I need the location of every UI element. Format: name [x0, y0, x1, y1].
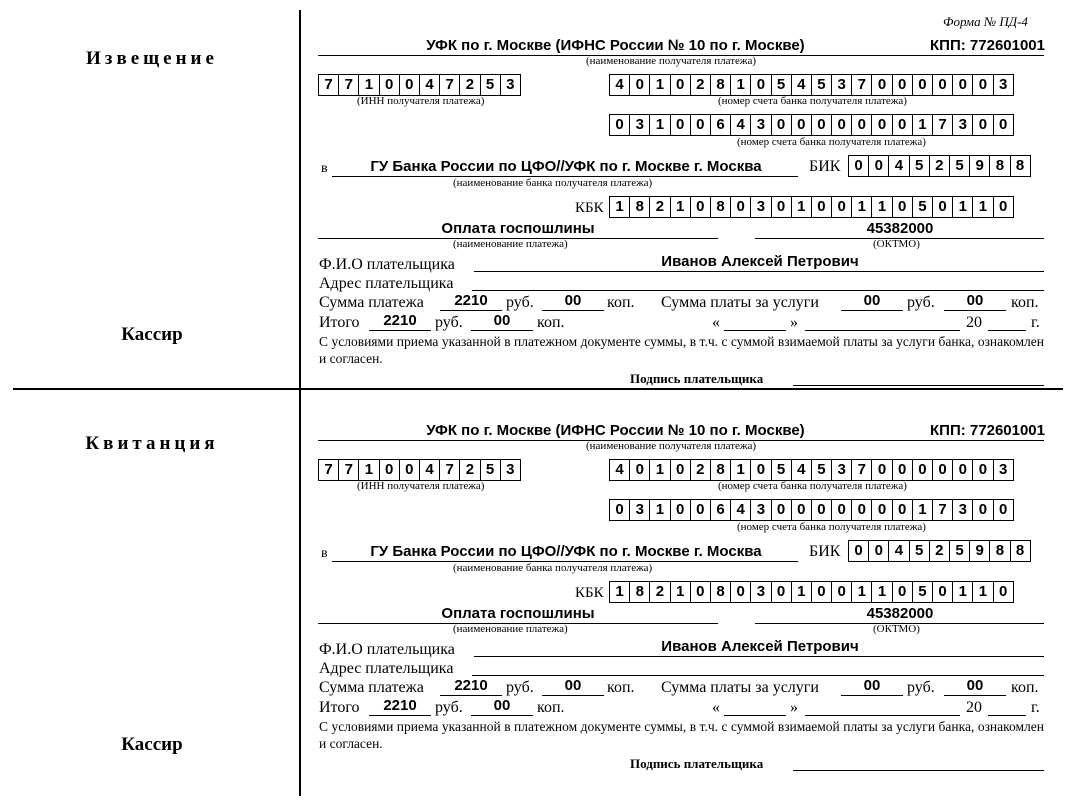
- total-rub: 2210: [383, 697, 417, 714]
- account-cells: [609, 74, 1014, 96]
- kbk-cells: [609, 196, 1014, 218]
- account-cells: [609, 459, 1014, 481]
- total-kop: 00: [493, 312, 511, 329]
- address-underline: [472, 675, 1044, 676]
- address-label: Адрес плательщика: [319, 660, 454, 677]
- kbk-digit: 0: [691, 197, 711, 217]
- inn-digit: 0: [380, 460, 400, 480]
- recipient-hint: (наименование получателя платежа): [586, 55, 757, 67]
- kbk-digit: 1: [852, 582, 872, 602]
- kop-label-1: коп.: [607, 294, 635, 311]
- bik-digit: 5: [950, 541, 970, 561]
- bik-digit: 5: [910, 156, 930, 176]
- account-digit: 5: [812, 75, 832, 95]
- kbk-digit: 1: [973, 197, 993, 217]
- sum-kop-underline: [542, 310, 604, 311]
- bik-label: БИК: [809, 158, 841, 175]
- kbk-digit: 0: [893, 582, 913, 602]
- account-digit: 3: [994, 75, 1014, 95]
- rub-label-3: руб.: [435, 314, 463, 331]
- payer-underline: [474, 271, 1044, 272]
- inn-digit: 3: [501, 460, 521, 480]
- account-digit: 0: [630, 460, 650, 480]
- terms-text: С условиями приема указанной в платежном документе суммы, в т.ч. с суммой взимаемой платы за услуги банка, ознакомлен и согласен.: [319, 719, 1044, 751]
- bik-digit: 4: [889, 541, 909, 561]
- inn-digit: 0: [400, 460, 420, 480]
- kop-label-1: коп.: [607, 679, 635, 696]
- account-digit: 0: [953, 460, 973, 480]
- payment-name: Оплата госпошлины: [441, 220, 595, 237]
- kop-label-3: коп.: [537, 699, 565, 716]
- address-underline: [472, 290, 1044, 291]
- account-digit: 0: [671, 75, 691, 95]
- corr-account-digit: 3: [751, 115, 771, 135]
- notice-section: [0, 0, 1078, 400]
- account-digit: 8: [711, 75, 731, 95]
- account-digit: 0: [933, 460, 953, 480]
- sum-kop: 00: [564, 292, 582, 309]
- total-label: Итого: [319, 699, 360, 716]
- year-suffix: г.: [1031, 314, 1040, 331]
- kbk-digit: 1: [872, 197, 892, 217]
- corr-account-digit: 0: [852, 115, 872, 135]
- signature-underline: [793, 770, 1044, 771]
- year-prefix: 20: [966, 699, 982, 716]
- total-rub-underline: [369, 330, 431, 331]
- bik-digit: 9: [970, 541, 990, 561]
- account-digit: 4: [610, 460, 630, 480]
- kbk-digit: 2: [650, 197, 670, 217]
- payment-name-hint: (наименование платежа): [453, 238, 568, 250]
- oktmo-hint: (ОКТМО): [873, 623, 920, 635]
- inn-digit: 0: [400, 75, 420, 95]
- account-digit: 8: [711, 460, 731, 480]
- corr-account-digit: 7: [933, 115, 953, 135]
- inn-digit: 7: [319, 75, 339, 95]
- total-label: Итого: [319, 314, 360, 331]
- inn-digit: 3: [501, 75, 521, 95]
- corr-account-digit: 6: [711, 500, 731, 520]
- corr-account-digit: 6: [711, 115, 731, 135]
- kbk-digit: 0: [994, 197, 1014, 217]
- corr-account-digit: 0: [671, 115, 691, 135]
- form-code: Форма № ПД-4: [943, 14, 1028, 29]
- corr-account-digit: 0: [893, 500, 913, 520]
- corr-account-digit: 0: [691, 115, 711, 135]
- terms-text: С условиями приема указанной в платежном документе суммы, в т.ч. с суммой взимаемой платы за услуги банка, ознакомлен и согласен.: [319, 334, 1044, 366]
- kbk-digit: 8: [630, 197, 650, 217]
- corr-account-digit: 0: [691, 500, 711, 520]
- kbk-digit: 5: [913, 197, 933, 217]
- service-kop: 00: [966, 677, 984, 694]
- kbk-digit: 8: [711, 197, 731, 217]
- corr-account-digit: 0: [973, 115, 993, 135]
- account-digit: 7: [852, 460, 872, 480]
- corr-account-digit: 7: [933, 500, 953, 520]
- bik-cells: [848, 540, 1031, 562]
- corr-account-digit: 0: [852, 500, 872, 520]
- inn-cells: [318, 74, 521, 96]
- kbk-digit: 0: [772, 197, 792, 217]
- corr-account-digit: 0: [872, 500, 892, 520]
- inn-digit: 5: [481, 75, 501, 95]
- inn-digit: 7: [339, 75, 359, 95]
- sum-rub-underline: [440, 695, 502, 696]
- kbk-cells: [609, 581, 1014, 603]
- kbk-digit: 1: [671, 582, 691, 602]
- total-kop-underline: [471, 330, 533, 331]
- rub-label-1: руб.: [506, 294, 534, 311]
- rub-label-2: руб.: [907, 679, 935, 696]
- corr-account-digit: 0: [792, 500, 812, 520]
- account-digit: 2: [691, 460, 711, 480]
- service-kop-underline: [944, 310, 1006, 311]
- corr-account-digit: 1: [913, 115, 933, 135]
- sum-rub: 2210: [454, 677, 488, 694]
- corr-account-digit: 0: [994, 500, 1014, 520]
- account-digit: 3: [832, 460, 852, 480]
- account-digit: 3: [994, 460, 1014, 480]
- kbk-digit: 1: [872, 582, 892, 602]
- payer-label: Ф.И.О плательщика: [319, 641, 455, 658]
- year-underline: [988, 715, 1026, 716]
- corr-account-digit: 0: [994, 115, 1014, 135]
- payer-name: Иванов Алексей Петрович: [661, 253, 859, 270]
- bik-cells: [848, 155, 1031, 177]
- total-kop: 00: [493, 697, 511, 714]
- corr-account-digit: 1: [650, 115, 670, 135]
- kbk-digit: 1: [610, 197, 630, 217]
- account-digit: 0: [872, 75, 892, 95]
- account-digit: 0: [973, 75, 993, 95]
- kbk-digit: 0: [994, 582, 1014, 602]
- oktmo-value: 45382000: [866, 220, 934, 237]
- kbk-digit: 0: [772, 582, 792, 602]
- corr-account-digit: 4: [731, 500, 751, 520]
- kbk-digit: 0: [832, 197, 852, 217]
- kbk-digit: 1: [671, 197, 691, 217]
- total-rub: 2210: [383, 312, 417, 329]
- inn-digit: 4: [420, 460, 440, 480]
- bik-digit: 8: [990, 541, 1010, 561]
- bank-hint: (наименование банка получателя платежа): [453, 562, 653, 574]
- date-day-underline: [724, 715, 786, 716]
- account-digit: 1: [650, 460, 670, 480]
- date-month-underline: [805, 715, 960, 716]
- rub-label-3: руб.: [435, 699, 463, 716]
- recipient-hint: (наименование получателя платежа): [586, 440, 757, 452]
- sum-label: Сумма платежа: [319, 679, 424, 696]
- account-digit: 4: [610, 75, 630, 95]
- kbk-digit: 0: [691, 582, 711, 602]
- kbk-label: КБК: [575, 200, 604, 216]
- kpp-value: КПП: 772601001: [930, 422, 1045, 439]
- corr-account-digit: 0: [832, 500, 852, 520]
- corr-account-digit: 0: [812, 115, 832, 135]
- bik-digit: 0: [849, 541, 869, 561]
- kbk-digit: 0: [832, 582, 852, 602]
- account-digit: 5: [812, 460, 832, 480]
- total-kop-underline: [471, 715, 533, 716]
- bik-digit: 2: [930, 541, 950, 561]
- account-digit: 1: [650, 75, 670, 95]
- signature-label: Подпись плательщика: [630, 756, 764, 771]
- kbk-digit: 3: [751, 197, 771, 217]
- corr-account-digit: 0: [832, 115, 852, 135]
- sum-label: Сумма платежа: [319, 294, 424, 311]
- inn-digit: 7: [440, 460, 460, 480]
- account-digit: 2: [691, 75, 711, 95]
- oktmo-value: 45382000: [866, 605, 934, 622]
- service-kop-underline: [944, 695, 1006, 696]
- total-rub-underline: [369, 715, 431, 716]
- kop-label-2: коп.: [1011, 294, 1039, 311]
- kbk-digit: 0: [731, 197, 751, 217]
- corr-account-digit: 0: [792, 115, 812, 135]
- corr-account-digit: 0: [610, 115, 630, 135]
- kbk-digit: 1: [953, 197, 973, 217]
- account-digit: 5: [772, 75, 792, 95]
- corr-account-hint: (номер счета банка получателя платежа): [737, 521, 926, 533]
- inn-digit: 7: [440, 75, 460, 95]
- kbk-digit: 1: [610, 582, 630, 602]
- inn-digit: 0: [380, 75, 400, 95]
- sum-kop: 00: [564, 677, 582, 694]
- date-quote-close: »: [790, 314, 798, 331]
- kop-label-2: коп.: [1011, 679, 1039, 696]
- corr-account-digit: 0: [610, 500, 630, 520]
- bik-digit: 5: [950, 156, 970, 176]
- account-digit: 0: [872, 460, 892, 480]
- account-hint: (номер счета банка получателя платежа): [718, 95, 907, 107]
- sum-rub: 2210: [454, 292, 488, 309]
- bik-digit: 8: [1011, 156, 1031, 176]
- corr-account-digit: 0: [671, 500, 691, 520]
- service-rub-underline: [841, 695, 903, 696]
- corr-account-digit: 0: [872, 115, 892, 135]
- account-digit: 4: [792, 75, 812, 95]
- rub-label-2: руб.: [907, 294, 935, 311]
- account-digit: 0: [913, 75, 933, 95]
- date-quote-close: »: [790, 699, 798, 716]
- bik-digit: 2: [930, 156, 950, 176]
- account-digit: 7: [852, 75, 872, 95]
- service-label: Сумма платы за услуги: [661, 294, 819, 311]
- service-kop: 00: [966, 292, 984, 309]
- corr-account-digit: 1: [913, 500, 933, 520]
- bank-name: ГУ Банка России по ЦФО//УФК по г. Москве г. Москва: [370, 158, 762, 175]
- account-digit: 0: [751, 75, 771, 95]
- cashier-label-bottom: Кассир: [121, 734, 183, 755]
- year-suffix: г.: [1031, 699, 1040, 716]
- rub-label-1: руб.: [506, 679, 534, 696]
- account-digit: 0: [953, 75, 973, 95]
- account-digit: 0: [893, 460, 913, 480]
- year-underline: [988, 330, 1026, 331]
- service-rub-underline: [841, 310, 903, 311]
- inn-digit: 7: [339, 460, 359, 480]
- kbk-digit: 1: [792, 197, 812, 217]
- corr-account-digit: 3: [630, 115, 650, 135]
- corr-account-digit: 0: [772, 500, 792, 520]
- inn-hint: (ИНН получателя платежа): [357, 95, 485, 107]
- kpp-value: КПП: 772601001: [930, 37, 1045, 54]
- recipient-name: УФК по г. Москве (ИФНС России № 10 по г. Москве): [426, 37, 805, 54]
- kbk-digit: 1: [792, 582, 812, 602]
- corr-account-digit: 3: [630, 500, 650, 520]
- service-rub: 00: [863, 677, 881, 694]
- oktmo-hint: (ОКТМО): [873, 238, 920, 250]
- kbk-digit: 3: [751, 582, 771, 602]
- bank-name: ГУ Банка России по ЦФО//УФК по г. Москве г. Москва: [370, 543, 762, 560]
- bik-digit: 8: [990, 156, 1010, 176]
- service-label: Сумма платы за услуги: [661, 679, 819, 696]
- payer-label: Ф.И.О плательщика: [319, 256, 455, 273]
- account-hint: (номер счета банка получателя платежа): [718, 480, 907, 492]
- kbk-digit: 8: [711, 582, 731, 602]
- inn-digit: 1: [359, 460, 379, 480]
- bik-digit: 9: [970, 156, 990, 176]
- inn-digit: 1: [359, 75, 379, 95]
- corr-account-digit: 3: [953, 500, 973, 520]
- receipt-title: Квитанция: [85, 433, 219, 454]
- bank-hint: (наименование банка получателя платежа): [453, 177, 653, 189]
- inn-digit: 2: [460, 75, 480, 95]
- account-digit: 0: [630, 75, 650, 95]
- corr-account-digit: 4: [731, 115, 751, 135]
- corr-account-digit: 0: [893, 115, 913, 135]
- account-digit: 5: [772, 460, 792, 480]
- corr-account-digit: 1: [650, 500, 670, 520]
- account-digit: 1: [731, 460, 751, 480]
- corr-account-digit: 0: [973, 500, 993, 520]
- account-digit: 0: [933, 75, 953, 95]
- corr-account-cells: [609, 114, 1014, 136]
- inn-cells: [318, 459, 521, 481]
- recipient-name: УФК по г. Москве (ИФНС России № 10 по г. Москве): [426, 422, 805, 439]
- inn-digit: 4: [420, 75, 440, 95]
- bik-digit: 0: [869, 541, 889, 561]
- payment-name-hint: (наименование платежа): [453, 623, 568, 635]
- kbk-digit: 1: [973, 582, 993, 602]
- kbk-digit: 5: [913, 582, 933, 602]
- payer-name: Иванов Алексей Петрович: [661, 638, 859, 655]
- account-digit: 3: [832, 75, 852, 95]
- inn-hint: (ИНН получателя платежа): [357, 480, 485, 492]
- kop-label-3: коп.: [537, 314, 565, 331]
- address-label: Адрес плательщика: [319, 275, 454, 292]
- account-digit: 0: [973, 460, 993, 480]
- corr-account-digit: 3: [751, 500, 771, 520]
- kbk-digit: 2: [650, 582, 670, 602]
- date-quote-open: «: [712, 699, 720, 716]
- inn-digit: 2: [460, 460, 480, 480]
- kbk-digit: 0: [731, 582, 751, 602]
- account-digit: 4: [792, 460, 812, 480]
- kbk-digit: 0: [812, 582, 832, 602]
- bik-digit: 8: [1011, 541, 1031, 561]
- account-digit: 0: [893, 75, 913, 95]
- bik-digit: 0: [869, 156, 889, 176]
- account-digit: 0: [913, 460, 933, 480]
- corr-account-hint: (номер счета банка получателя платежа): [737, 136, 926, 148]
- date-day-underline: [724, 330, 786, 331]
- service-rub: 00: [863, 292, 881, 309]
- cashier-label-top: Кассир: [121, 324, 183, 345]
- payment-name: Оплата госпошлины: [441, 605, 595, 622]
- kbk-digit: 1: [852, 197, 872, 217]
- kbk-digit: 0: [933, 582, 953, 602]
- inn-digit: 7: [319, 460, 339, 480]
- sum-rub-underline: [440, 310, 502, 311]
- bik-digit: 0: [849, 156, 869, 176]
- bik-label: БИК: [809, 543, 841, 560]
- account-digit: 1: [731, 75, 751, 95]
- bank-in-label: в: [321, 546, 328, 561]
- inn-digit: 5: [481, 460, 501, 480]
- date-quote-open: «: [712, 314, 720, 331]
- year-prefix: 20: [966, 314, 982, 331]
- bik-digit: 4: [889, 156, 909, 176]
- corr-account-cells: [609, 499, 1014, 521]
- kbk-digit: 8: [630, 582, 650, 602]
- signature-label: Подпись плательщика: [630, 371, 764, 386]
- kbk-digit: 0: [933, 197, 953, 217]
- corr-account-digit: 0: [772, 115, 792, 135]
- kbk-label: КБК: [575, 585, 604, 601]
- account-digit: 0: [751, 460, 771, 480]
- account-digit: 0: [671, 460, 691, 480]
- date-month-underline: [805, 330, 960, 331]
- corr-account-digit: 0: [812, 500, 832, 520]
- sum-kop-underline: [542, 695, 604, 696]
- kbk-digit: 0: [893, 197, 913, 217]
- kbk-digit: 1: [953, 582, 973, 602]
- notice-title: Извещение: [86, 48, 218, 69]
- corr-account-digit: 3: [953, 115, 973, 135]
- bik-digit: 5: [910, 541, 930, 561]
- kbk-digit: 0: [812, 197, 832, 217]
- receipt-section: [0, 385, 1078, 785]
- bank-in-label: в: [321, 161, 328, 176]
- payer-underline: [474, 656, 1044, 657]
